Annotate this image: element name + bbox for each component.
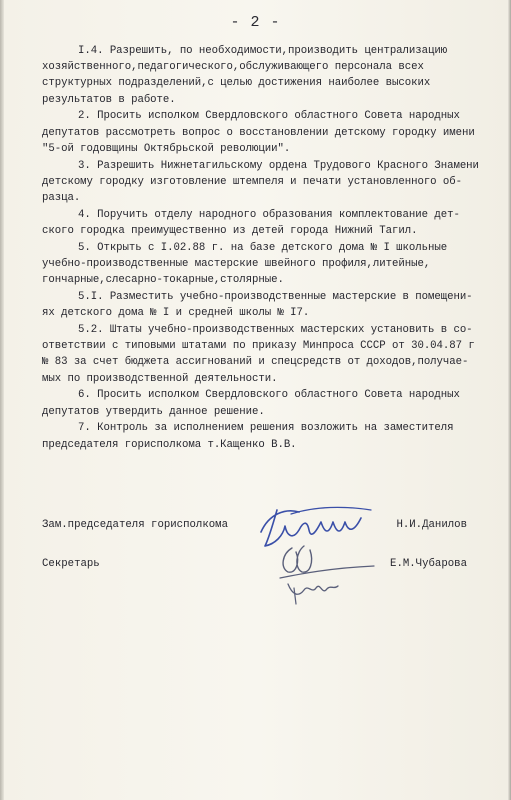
text-line: учебно-производственные мастерские швейного профиля,литейные, — [42, 258, 431, 271]
text-line: I.4. Разрешить, по необходимости,производить централизацию — [78, 45, 448, 57]
text-line: 5.I. Разместить учебно-производственные мастерские в помещени- — [78, 291, 473, 304]
text-line: хозяйственного,педагогического,обслуживающего персонала всех — [42, 61, 424, 74]
text-line: 7. Контроль за исполнением решения возложить на заместителя — [78, 422, 454, 435]
text-line: результатов в работе. — [42, 93, 176, 106]
text-line: 6. Просить исполком Свердловского областного Совета народных — [78, 389, 460, 402]
text-line: мых по производственной деятельности. — [42, 372, 278, 385]
text-line: председателя горисполкома т.Кащенко В.В. — [42, 438, 297, 451]
document-body — [42, 43, 494, 453]
paragraph-p5-1 — [42, 289, 494, 321]
signatory-name: Е.М.Чубарова — [390, 558, 467, 570]
text-line: депутатов утвердить данное решение. — [42, 405, 265, 418]
signatory-role: Зам.председателя горисполкома — [42, 519, 228, 531]
text-line: детскому городку изготовление штемпеля и печати установленного об- — [42, 175, 462, 188]
paragraph-p4 — [42, 207, 494, 239]
text-line: гончарные,слесарно-токарные,столярные. — [42, 274, 284, 287]
paragraph-p6 — [42, 387, 494, 419]
text-line: 3. Разрешить Нижнетагильскому ордена Трудового Красного Знамени — [78, 159, 479, 172]
text-line: ях детского дома № I и средней школы № I7. — [42, 307, 310, 320]
text-line: 5. Открыть с I.02.88 г. на базе детского дома № I школьные — [78, 241, 448, 254]
paragraph-p5 — [42, 240, 494, 289]
paragraph-p3 — [42, 158, 494, 207]
text-line: депутатов рассмотреть вопрос о восстановлении детскому городку имени — [42, 126, 475, 139]
text-line: разца. — [42, 192, 81, 205]
text-line: структурных подразделений,с целью достижения наиболее высоких — [42, 77, 431, 90]
paragraph-p2 — [42, 108, 494, 157]
page-number: - 2 - — [230, 14, 281, 31]
text-line: ского городка преимущественно из детей города Нижний Тагил. — [42, 225, 418, 238]
paragraph-p1-4 — [42, 43, 494, 108]
text-line: "5-ой годовщины Октябрьской революции". — [42, 142, 291, 155]
handwritten-signature-chubarova — [270, 538, 380, 608]
text-line: 4. Поручить отделу народного образования комплектование дет- — [78, 208, 460, 221]
text-line: 2. Просить исполком Свердловского областного Совета народных — [78, 110, 460, 123]
paragraph-p7 — [42, 420, 494, 452]
text-line: № 83 за счет бюджета ассигнований и спецсредств от доходов,получае- — [42, 356, 469, 369]
signatory-name: Н.И.Данилов — [396, 519, 467, 531]
text-line: 5.2. Штаты учебно-производственных мастерских установить в со- — [78, 324, 473, 337]
signatory-role: Секретарь — [42, 558, 100, 570]
paragraph-p5-2 — [42, 322, 494, 387]
page-edge-left — [0, 0, 4, 800]
text-line: ответствии с типовыми штатами по приказу Минпроса СССР от 30.04.87 г — [42, 340, 475, 353]
